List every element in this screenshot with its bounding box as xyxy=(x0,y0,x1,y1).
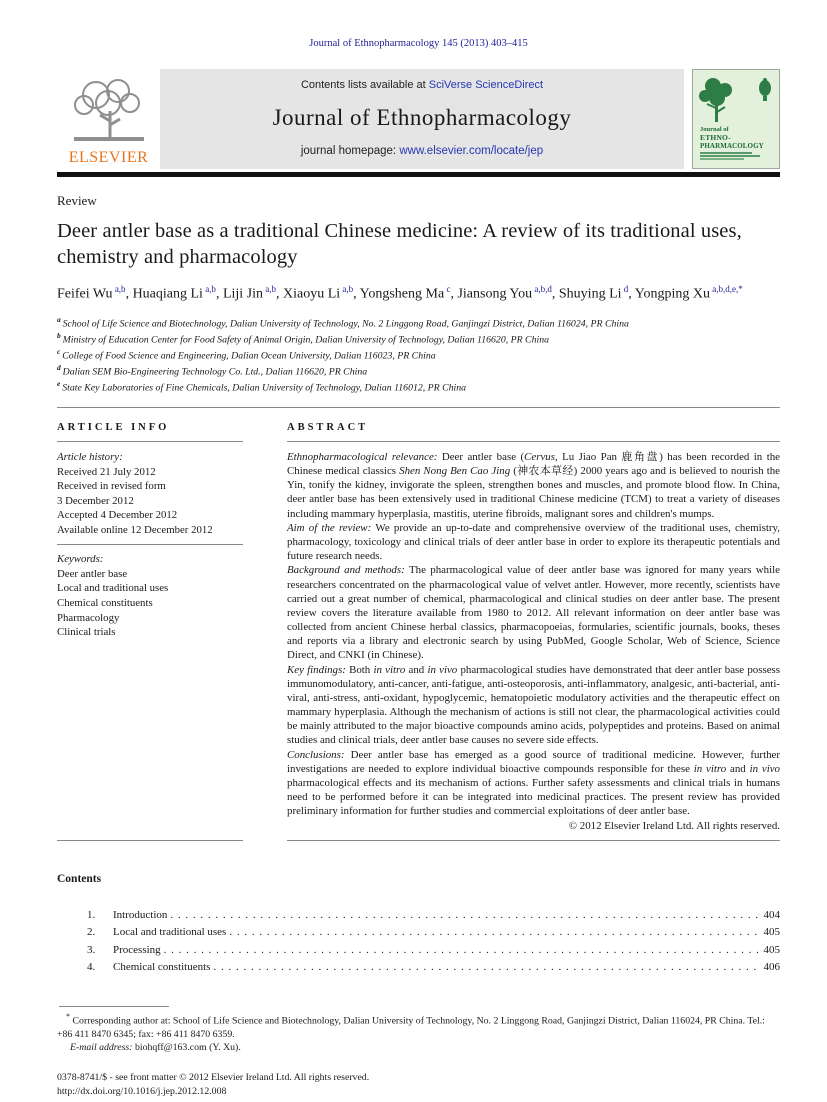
abstract-text-segment: pharmacological studies have demonstrated that deer antler base possess immunomodulatory, anti-cancer, anti-fatigue, anti-osteoporosis, anti-inflammatory, analgesic, anti-bacterial, anti-viral, anti-stress, anti-oxidant, hypoglycemic, hematopoietic modulatory activities and the therapeutic effect on mammary hyperplasia. Although the mechanism of actions is still not clear, the pharmacological activities could be mainly attributed to the major bioactive compounds amino acids, polypeptides and proteins. Based on animal studies and clinical trials, deer antler base causes no severe side effects. xyxy=(287,663,781,747)
toc-label: Introduction xyxy=(113,909,168,922)
author-affiliation-sup: a,b xyxy=(202,284,216,295)
keywords-label: Keywords: xyxy=(57,553,104,566)
abstract-copyright: © 2012 Elsevier Ireland Ltd. All rights reserved. xyxy=(568,820,780,833)
toc-page-number: 406 xyxy=(763,960,780,973)
corresponding-author-text: Corresponding author at: School of Life Science and Biotechnology, Dalian University of Technology, No. 2 Linggong Road, Ganjingzi District, Dalian 116024, PR China. Tel.: +86 411 8470 6345; fax: +86 411 8470 6359. xyxy=(57,1014,765,1040)
article-info-column xyxy=(57,422,243,841)
elsevier-logo-text: ELSEVIER xyxy=(68,149,149,166)
cover-title-line1: Journal of xyxy=(700,126,729,133)
toc-page-number: 405 xyxy=(763,943,780,956)
toc-dot-leader xyxy=(229,924,760,941)
author: Huaqiang Li xyxy=(132,287,203,303)
journal-title: Journal of Ethnopharmacology xyxy=(272,105,572,130)
abstract-heading-rule xyxy=(287,441,780,442)
keywords-list xyxy=(57,567,243,640)
author-affiliation-sup: a,b,d xyxy=(532,284,552,295)
abstract-paragraph xyxy=(287,748,780,819)
cover-tree-icon xyxy=(695,74,747,126)
toc-number: 4. xyxy=(87,960,96,973)
abstract-text-segment: Both xyxy=(349,663,374,676)
banner-divider-bar xyxy=(57,172,780,177)
history-line: Available online 12 December 2012 xyxy=(57,523,213,536)
history-line: Received in revised form xyxy=(57,480,166,493)
toc-label: Processing xyxy=(113,943,161,956)
abstract-italic-segment: in vivo xyxy=(427,663,458,676)
article-info-heading-rule xyxy=(57,441,243,442)
author: Xiaoyu Li xyxy=(283,287,341,303)
history-keywords-divider xyxy=(57,544,243,545)
toc-number: 1. xyxy=(87,909,96,922)
author: Yongsheng Ma xyxy=(359,287,445,303)
footnote-section xyxy=(57,1006,780,1055)
toc-number: 3. xyxy=(87,943,96,956)
abstract-paragraph xyxy=(287,450,780,521)
abstract-column xyxy=(287,422,780,841)
sciverse-sciencedirect-link[interactable]: SciVerse ScienceDirect xyxy=(428,79,544,91)
doi-link[interactable]: http://dx.doi.org/10.1016/j.jep.2012.12.008 xyxy=(57,1086,227,1098)
cover-mask-icon xyxy=(757,78,773,102)
issn-copyright-line: 0378-8741/$ - see front matter © 2012 Elsevier Ireland Ltd. All rights reserved. xyxy=(57,1072,370,1083)
homepage-prefix: journal homepage: xyxy=(300,145,400,157)
abstract-text-segment: (神农本草经) 2000 years ago and is believed to nourish the Yin, tonify the kidney, invigorate the spleen, strengthen bones and muscles, and promote blood flow. In China, deer antler base has been extensively used in traditional Chinese medicine (TCM) to treat a variety of diseases including mammary hyperplasia, mastitis, uterine fibroids, malignant sores and children's mumps. xyxy=(287,465,781,520)
author-affiliation-sup: d xyxy=(621,284,629,295)
toc-row[interactable] xyxy=(87,907,780,924)
abstract-italic-segment: in vitro xyxy=(373,663,406,676)
toc-number: 2. xyxy=(87,926,96,939)
abstract-text-segment: Deer antler base ( xyxy=(441,450,525,463)
cover-subtext-bars xyxy=(700,152,764,160)
email-suffix: (Y. Xu). xyxy=(206,1042,241,1054)
abstract-text-segment: We provide an up-to-date and comprehensive overview of the traditional uses, chemistry, pharmacology, toxicology and clinical trials of deer antler base in order to explore its therapeutic potentials and future research needs. xyxy=(287,521,781,563)
toc-row[interactable] xyxy=(87,924,780,941)
abstract-paragraph xyxy=(287,521,780,564)
contents-available-prefix: Contents lists available at xyxy=(300,79,429,91)
abstract-italic-segment: Background and methods: xyxy=(287,564,410,577)
toc-page-number: 404 xyxy=(763,909,780,922)
affiliation-sup: e xyxy=(57,379,63,388)
email-line xyxy=(70,1041,780,1055)
abstract-body xyxy=(287,450,780,818)
journal-homepage-link[interactable]: www.elsevier.com/locate/jep xyxy=(399,145,544,157)
elsevier-logo xyxy=(57,69,160,169)
affiliation-sup: a xyxy=(57,315,63,325)
article-title: Deer antler base as a traditional Chinese medicine: A review of its traditional uses, chemistry and pharmacology xyxy=(57,220,742,269)
author-affiliation-sup: c xyxy=(444,284,451,295)
journal-banner xyxy=(57,69,780,169)
author: Feifei Wu xyxy=(57,287,113,303)
abstract-text-segment: pharmacological effects and its mechanism of actions. Further safety assessments and clinical trials in humans need to be performed before it can be integrated into medicinal practices. The present review has provided preliminary information for further studies and commercial exploitations of deer antler base. xyxy=(287,776,780,818)
article-history-label: Article history: xyxy=(57,450,123,463)
journal-homepage-line xyxy=(301,145,543,157)
title-block-divider xyxy=(57,407,780,408)
toc-page-number: 405 xyxy=(763,926,780,939)
abstract-italic-segment: in vivo xyxy=(749,762,781,775)
cover-title-line2: ETHNO- xyxy=(700,133,731,142)
elsevier-tree-icon xyxy=(66,77,152,149)
footnote-rule xyxy=(59,1006,169,1007)
contents-section xyxy=(57,873,780,975)
abstract-italic-segment: Shen Nong Ben Cao Jing xyxy=(399,465,511,478)
abstract-italic-segment: Conclusions: xyxy=(287,748,351,761)
abstract-paragraph xyxy=(287,563,780,662)
contents-available-line xyxy=(301,79,543,91)
article-history-lines xyxy=(57,465,243,538)
running-head-citation: Journal of Ethnopharmacology 145 (2013) 403–415 xyxy=(309,38,528,49)
toc-dot-leader xyxy=(213,959,760,976)
abstract-paragraph xyxy=(287,663,780,748)
article-info-heading: ARTICLE INFO xyxy=(57,421,170,433)
affiliation: $^b$ Ministry of Education Center for Food Safety of Animal Origin, Dalian University of Technology, Dalian 116620, PR China xyxy=(57,331,549,346)
column-gap xyxy=(243,422,287,841)
toc-label: Local and traditional uses xyxy=(113,926,227,939)
cover-title xyxy=(700,126,764,161)
email-label: E-mail address: xyxy=(70,1042,133,1054)
affiliation-sup: d xyxy=(57,363,63,373)
abstract-heading: ABSTRACT xyxy=(287,421,369,433)
keyword: Pharmacology xyxy=(57,611,120,624)
journal-cover-thumbnail xyxy=(692,69,780,169)
affiliation: $^d$ Dalian SEM Bio-Engineering Technology Co. Ltd., Dalian 116620, PR China xyxy=(57,363,368,378)
author: Liji Jin xyxy=(222,287,263,303)
affiliation-sup: b xyxy=(57,331,63,341)
contents-heading: Contents xyxy=(57,873,102,886)
abstract-italic-segment: Key findings: xyxy=(287,663,350,676)
toc-dot-leader xyxy=(170,907,760,924)
abstract-italic-segment: Aim of the review: xyxy=(287,521,376,534)
abstract-text-segment: and xyxy=(726,762,750,775)
affiliations-list xyxy=(57,315,780,395)
toc-row[interactable] xyxy=(87,959,780,976)
affiliation-sup: c xyxy=(57,347,63,357)
keyword: Local and traditional uses xyxy=(57,582,169,595)
imprint-block xyxy=(57,1071,780,1099)
author-affiliation-sup: a,b,d,e,* xyxy=(709,284,743,295)
author: Jiansong You xyxy=(457,287,533,303)
abstract-italic-segment: in vitro xyxy=(693,762,727,775)
affiliation: $^e$ State Key Laboratories of Fine Chemicals, Dalian University of Technology, Dalian 116012, PR China xyxy=(57,379,467,394)
author-affiliation-sup: a,b xyxy=(263,284,276,295)
keyword: Deer antler base xyxy=(57,567,128,580)
history-line: Received 21 July 2012 xyxy=(57,465,156,478)
affiliation: $^c$ College of Food Science and Engineering, Dalian Ocean University, Dalian 116023, PR China xyxy=(57,347,436,362)
author: Shuying Li xyxy=(558,287,622,303)
table-of-contents xyxy=(87,907,780,975)
corresponding-author-marker: * xyxy=(66,1011,71,1021)
banner-center xyxy=(160,69,684,169)
keyword: Chemical constituents xyxy=(57,597,153,610)
history-line: 3 December 2012 xyxy=(57,494,134,507)
author: Yongping Xu xyxy=(634,287,710,303)
toc-dot-leader xyxy=(164,942,761,959)
keyword: Clinical trials xyxy=(57,626,116,639)
info-abstract-columns xyxy=(57,422,780,841)
abstract-text-segment: Deer antler base has emerged as a good source of traditional medicine. However, further investigations are needed to explore individual bioactive compounds responsible for these xyxy=(287,748,780,775)
affiliation: $^a$ School of Life Science and Biotechnology, Dalian University of Technology, No. 2 Linggong Road, Ganjingzi District, Dalian 116024, PR China xyxy=(57,315,629,330)
abstract-text-segment: , Lu Jiao Pan 鹿角盘) has been recorded in the Chinese medical classics xyxy=(287,450,780,478)
history-line: Accepted 4 December 2012 xyxy=(57,509,178,522)
author-affiliation-sup: a,b xyxy=(340,284,354,295)
abstract-text-segment: and xyxy=(405,663,428,676)
toc-row[interactable] xyxy=(87,942,780,959)
article-type-label: Review xyxy=(57,193,97,208)
email-address-link[interactable]: biohqff@163.com xyxy=(132,1042,207,1054)
abstract-italic-segment: Cervus xyxy=(524,450,555,463)
abstract-italic-segment: Ethnopharmacological relevance: xyxy=(287,450,442,463)
toc-label: Chemical constituents xyxy=(113,960,211,973)
corresponding-author-note xyxy=(57,1011,780,1042)
author-affiliation-sup: a,b xyxy=(112,284,126,295)
abstract-text-segment: The pharmacological value of deer antler base was ignored for many years while researchers concentrated on the pharmacological value of velvet antler. However, more recently, scientists have carried out a great number of chemical, pharmacological and clinical studies on deer antler base. The present review covers the literature available from 1980 to 2012. All relevant information on deer antler base was collected from ancient Chinese herbal classics, pharmacopoeias, formularies, scientific journals, books, theses and reports via a library and electronic search by using PubMed, Google Scholar, Web of Science, Science Direct, and CNKI (in Chinese). xyxy=(287,564,780,662)
authors-line: Feifei Wu $^{a,b}$, Huaqiang Li $^{a,b}$, Liji Jin $^{a,b}$, Xiaoyu Li $^{a,b}$, Yongsheng Ma $^c$, Jiansong You $^{a,b,d}$, Shuying Li $^d$, Yongping Xu $^{a,b,d,e,*}$ xyxy=(57,284,743,303)
cover-title-line3: PHARMACOLOGY xyxy=(700,142,764,150)
